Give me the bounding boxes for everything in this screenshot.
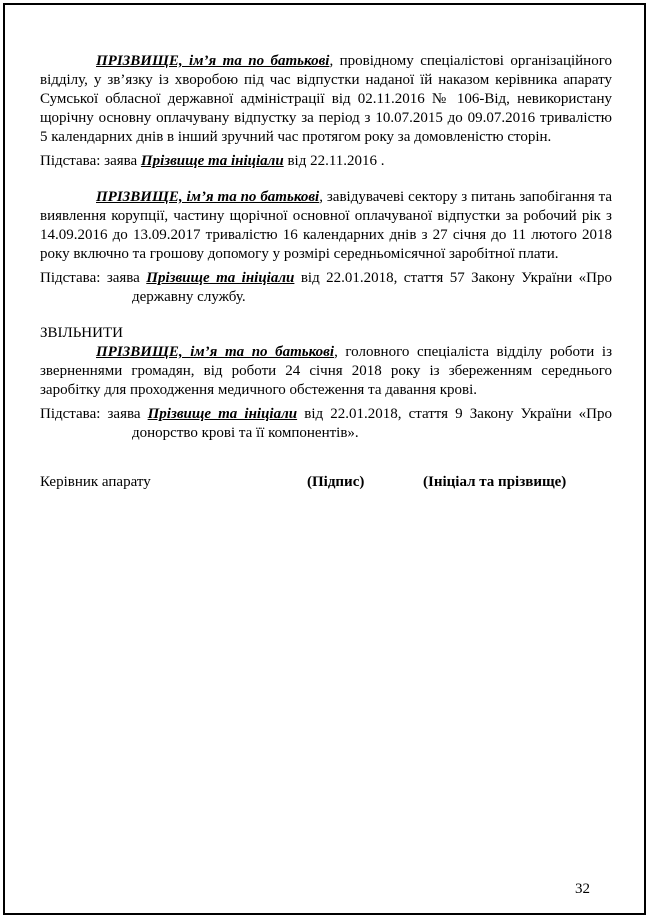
dismiss-heading: ЗВІЛЬНИТИ [40,325,123,341]
signatory-title: Керівник апарату [40,474,151,490]
order-paragraph [40,343,612,400]
signature-row [40,473,612,492]
person-name: ПРІЗВИЩЕ, ім’я та по батькові [96,53,330,69]
section-text: , провідному спеціалістові організаційного відділу, у зв’язку із хворобою під час відпустки наданої їй наказом керівника апарату Сумської обласної державної адміністрації від 02.11.2016 № 106-Від, невикористану щорічну основну оплачувану відпустку за період з 10.07.2015 до 09.07.2016 тривалістю 5 календарних днів в інший зручний час протягом року за домовленістю сторін. [40,53,612,145]
basis-rest: від 22.01.2018, стаття 57 Закону України «Про державну службу. [132,270,613,305]
order-section [40,188,612,307]
basis-prefix: Підстава: заява [40,153,141,169]
person-name: ПРІЗВИЩЕ, ім’я та по батькові [96,344,335,360]
person-name: ПРІЗВИЩЕ, ім’я та по батькові [96,189,320,205]
basis-name: Прізвище та ініціали [146,270,295,286]
order-section [40,52,612,171]
name-placeholder: (Ініціал та прізвище) [423,474,567,490]
signature-placeholder: (Підпис) [307,474,365,490]
basis-name: Прізвище та ініціали [147,406,298,422]
basis-name: Прізвище та ініціали [140,153,284,169]
order-paragraph [40,188,612,264]
section-text: , головного спеціаліста відділу роботи із зверненнями громадян, від роботи 24 січня 2018 року із збереженням середнього заробітку для проходження медичного обстеження та давання крові. [40,344,613,398]
basis-rest: від 22.11.2016 . [283,153,385,169]
section-text: , завідувачеві сектору з питань запобігання та виявлення корупції, частину щорічної основної оплачуваної відпустки за робочий рік з 14.09.2016 до 13.09.2017 тривалістю 16 календарних днів з 27 січня до 11 лютого 2018 року включно та грошову допомогу у розмірі середньомісячної заробітної плати. [40,189,612,262]
page-number: 32 [575,881,590,897]
order-section [40,343,612,443]
order-paragraph [40,52,612,147]
basis-rest: від 22.01.2018, стаття 9 Закону України «Про донорство крові та її компонентів». [132,406,613,441]
basis-prefix: Підстава: заява [40,406,148,422]
basis-prefix: Підстава: заява [40,270,147,286]
basis-line [40,269,612,307]
document-body [40,52,612,492]
basis-line [40,405,612,443]
basis-line [40,152,612,171]
